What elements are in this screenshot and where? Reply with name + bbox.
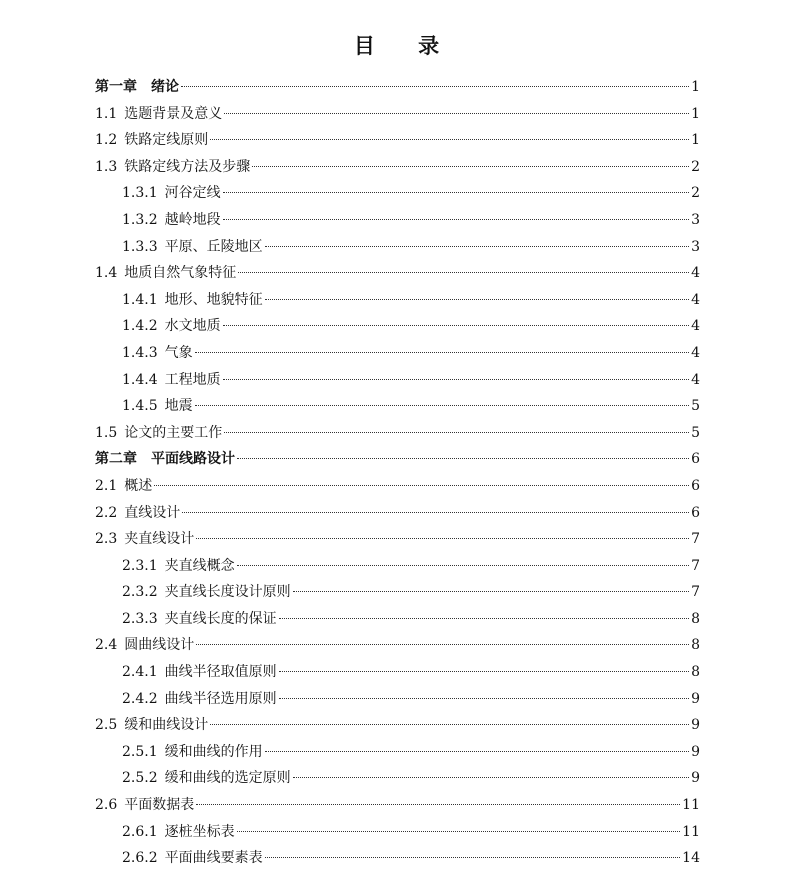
toc-page-number: 3 — [691, 238, 700, 255]
toc-entry-number: 1.4.5 — [122, 398, 158, 415]
toc-entry-number: 2.6.1 — [122, 823, 158, 840]
toc-page-number: 2 — [691, 158, 700, 175]
toc-entry-label: 铁路定线方法及步骤 — [124, 158, 251, 175]
toc-dot-leader — [279, 698, 689, 699]
toc-dot-leader — [195, 405, 689, 406]
toc-dot-leader — [279, 618, 689, 619]
toc-entry-label: 夹直线长度的保证 — [164, 610, 277, 627]
toc-page-number: 9 — [691, 770, 700, 787]
toc-entry-label: 曲线半径选用原则 — [164, 690, 277, 707]
toc-dot-leader — [237, 565, 689, 566]
toc-page-number: 1 — [691, 105, 700, 122]
toc-entry-number: 第一章 — [95, 79, 137, 95]
toc-dot-leader — [265, 751, 689, 752]
toc-page-number: 11 — [682, 823, 700, 840]
toc-entry-label: 曲线半径取值原则 — [164, 664, 277, 681]
toc-dot-leader — [182, 512, 689, 513]
toc-page-number: 7 — [691, 584, 700, 601]
toc-section-entry[interactable] — [95, 659, 700, 686]
toc-page-number: 9 — [691, 717, 700, 734]
toc-entry-number: 2.5.2 — [122, 770, 158, 787]
toc-section-entry[interactable] — [95, 845, 700, 872]
toc-entry-label: 越岭地段 — [164, 211, 221, 228]
toc-section-entry[interactable] — [95, 260, 700, 287]
toc-section-entry[interactable] — [95, 606, 700, 633]
toc-page-number: 8 — [691, 664, 700, 681]
toc-entry-number: 1.1 — [95, 105, 118, 122]
toc-entry-label: 概述 — [124, 477, 153, 494]
toc-page-number: 5 — [691, 398, 700, 415]
toc-entry-label: 气象 — [164, 344, 193, 361]
toc-page-number: 6 — [691, 504, 700, 521]
toc-entry-number: 1.4 — [95, 265, 118, 282]
toc-entry-number: 1.4.1 — [122, 291, 158, 308]
toc-entry-label: 缓和曲线的选定原则 — [164, 770, 291, 787]
toc-entry-number: 2.3 — [95, 531, 118, 548]
toc-entry-label: 缓和曲线设计 — [124, 717, 209, 734]
toc-entry-number: 1.4.2 — [122, 318, 158, 335]
toc-section-entry[interactable] — [95, 367, 700, 394]
toc-section-entry[interactable] — [95, 526, 700, 553]
toc-page-number: 6 — [691, 451, 700, 468]
toc-dot-leader — [279, 671, 689, 672]
toc-entry-label: 地质自然气象特征 — [124, 265, 237, 282]
toc-entry-label: 缓和曲线的作用 — [164, 743, 263, 760]
toc-entry-number: 1.4.3 — [122, 344, 158, 361]
toc-page-number: 9 — [691, 690, 700, 707]
toc-entry-label: 直线设计 — [124, 504, 181, 521]
toc-page-number: 3 — [691, 211, 700, 228]
toc-entry-number: 2.3.3 — [122, 610, 158, 627]
toc-dot-leader — [238, 272, 689, 273]
toc-dot-leader — [293, 591, 689, 592]
toc-entry-label: 圆曲线设计 — [124, 637, 195, 654]
toc-dot-leader — [237, 831, 681, 832]
toc-entry-label: 平面线路设计 — [151, 451, 235, 468]
toc-entry-number: 2.4.2 — [122, 690, 158, 707]
toc-entry-label: 夹直线长度设计原则 — [164, 584, 291, 601]
toc-page-number: 4 — [691, 344, 700, 361]
toc-dot-leader — [223, 192, 689, 193]
toc-dot-leader — [293, 777, 689, 778]
toc-dot-leader — [265, 246, 689, 247]
toc-entry-number: 1.3.3 — [122, 238, 158, 255]
toc-entry-number: 2.4 — [95, 637, 118, 654]
toc-section-entry[interactable] — [95, 712, 700, 739]
toc-section-entry[interactable] — [95, 234, 700, 261]
toc-entry-label: 地形、地貌特征 — [164, 291, 263, 308]
toc-entry-label: 平面曲线要素表 — [164, 850, 263, 867]
toc-dot-leader — [181, 86, 689, 87]
toc-entry-label: 工程地质 — [164, 371, 221, 388]
toc-entry-label: 夹直线设计 — [124, 531, 195, 548]
page-title: 目 录 — [353, 34, 458, 58]
toc-dot-leader — [154, 485, 689, 486]
toc-entry-number: 2.3.2 — [122, 584, 158, 601]
toc-entry-label: 河谷定线 — [164, 185, 221, 202]
toc-page-number: 7 — [691, 557, 700, 574]
toc-dot-leader — [223, 379, 689, 380]
toc-chapter-entry[interactable] — [95, 74, 700, 101]
toc-page-number: 4 — [691, 371, 700, 388]
toc-page-number: 4 — [691, 318, 700, 335]
toc-section-entry[interactable] — [95, 420, 700, 447]
toc-chapter-entry[interactable] — [95, 446, 700, 473]
toc-section-entry[interactable] — [95, 553, 700, 580]
toc-dot-leader — [265, 857, 681, 858]
toc-page-number: 1 — [691, 132, 700, 149]
toc-section-entry[interactable] — [95, 154, 700, 181]
toc-entry-number: 第二章 — [95, 451, 137, 468]
toc-dot-leader — [224, 432, 689, 433]
toc-entry-number: 1.2 — [95, 132, 118, 149]
toc-entry-number: 1.3.1 — [122, 185, 158, 202]
toc-entry-label: 平原、丘陵地区 — [164, 238, 263, 255]
toc-entry-number: 1.5 — [95, 424, 118, 441]
toc-page-number: 7 — [691, 531, 700, 548]
toc-dot-leader — [237, 458, 689, 459]
toc-page-number: 8 — [691, 610, 700, 627]
toc-section-entry[interactable] — [95, 180, 700, 207]
toc-section-entry[interactable] — [95, 819, 700, 846]
toc-page-number: 11 — [682, 797, 700, 814]
toc-page-number: 9 — [691, 743, 700, 760]
toc-dot-leader — [223, 325, 689, 326]
toc-dot-leader — [196, 644, 689, 645]
toc-section-entry[interactable] — [95, 500, 700, 527]
toc-page-number: 14 — [682, 850, 700, 867]
toc-section-entry[interactable] — [95, 792, 700, 819]
toc-entry-number: 2.1 — [95, 477, 118, 494]
toc-section-entry[interactable] — [95, 632, 700, 659]
toc-entry-number: 2.6.2 — [122, 850, 158, 867]
toc-entry-number: 2.6 — [95, 797, 118, 814]
toc-entry-number: 2.4.1 — [122, 664, 158, 681]
toc-page-number: 6 — [691, 477, 700, 494]
table-of-contents — [95, 74, 700, 872]
toc-dot-leader — [210, 724, 689, 725]
toc-entry-number: 2.3.1 — [122, 557, 158, 574]
toc-page-number: 2 — [691, 185, 700, 202]
toc-entry-number: 1.4.4 — [122, 371, 158, 388]
toc-entry-number: 2.5 — [95, 717, 118, 734]
toc-entry-number: 2.5.1 — [122, 743, 158, 760]
toc-entry-label: 夹直线概念 — [164, 557, 235, 574]
toc-entry-label: 论文的主要工作 — [124, 424, 223, 441]
toc-page-number: 8 — [691, 637, 700, 654]
toc-entry-label: 逐桩坐标表 — [164, 823, 235, 840]
toc-dot-leader — [210, 139, 689, 140]
toc-entry-label: 绪论 — [151, 79, 179, 95]
toc-section-entry[interactable] — [95, 287, 700, 314]
toc-entry-label: 地震 — [164, 398, 193, 415]
toc-entry-label: 选题背景及意义 — [124, 105, 223, 122]
toc-entry-label: 水文地质 — [164, 318, 221, 335]
toc-section-entry[interactable] — [95, 686, 700, 713]
toc-entry-number: 1.3 — [95, 158, 118, 175]
toc-dot-leader — [224, 113, 689, 114]
toc-page-number: 5 — [691, 424, 700, 441]
toc-section-entry[interactable] — [95, 579, 700, 606]
toc-dot-leader — [252, 166, 689, 167]
toc-page-number: 4 — [691, 265, 700, 282]
toc-dot-leader — [265, 299, 689, 300]
toc-section-entry[interactable] — [95, 101, 700, 128]
toc-dot-leader — [195, 352, 689, 353]
toc-section-entry[interactable] — [95, 765, 700, 792]
toc-section-entry[interactable] — [95, 393, 700, 420]
toc-entry-label: 平面数据表 — [124, 797, 195, 814]
toc-dot-leader — [196, 538, 689, 539]
toc-section-entry[interactable] — [95, 739, 700, 766]
toc-section-entry[interactable] — [95, 127, 700, 154]
toc-page-number: 4 — [691, 291, 700, 308]
toc-dot-leader — [196, 804, 680, 805]
toc-section-entry[interactable] — [95, 207, 700, 234]
toc-section-entry[interactable] — [95, 473, 700, 500]
toc-entry-label: 铁路定线原则 — [124, 132, 209, 149]
toc-page-number: 1 — [691, 79, 700, 95]
toc-section-entry[interactable] — [95, 340, 700, 367]
toc-section-entry[interactable] — [95, 313, 700, 340]
toc-entry-number: 1.3.2 — [122, 211, 158, 228]
toc-dot-leader — [223, 219, 689, 220]
toc-entry-number: 2.2 — [95, 504, 118, 521]
